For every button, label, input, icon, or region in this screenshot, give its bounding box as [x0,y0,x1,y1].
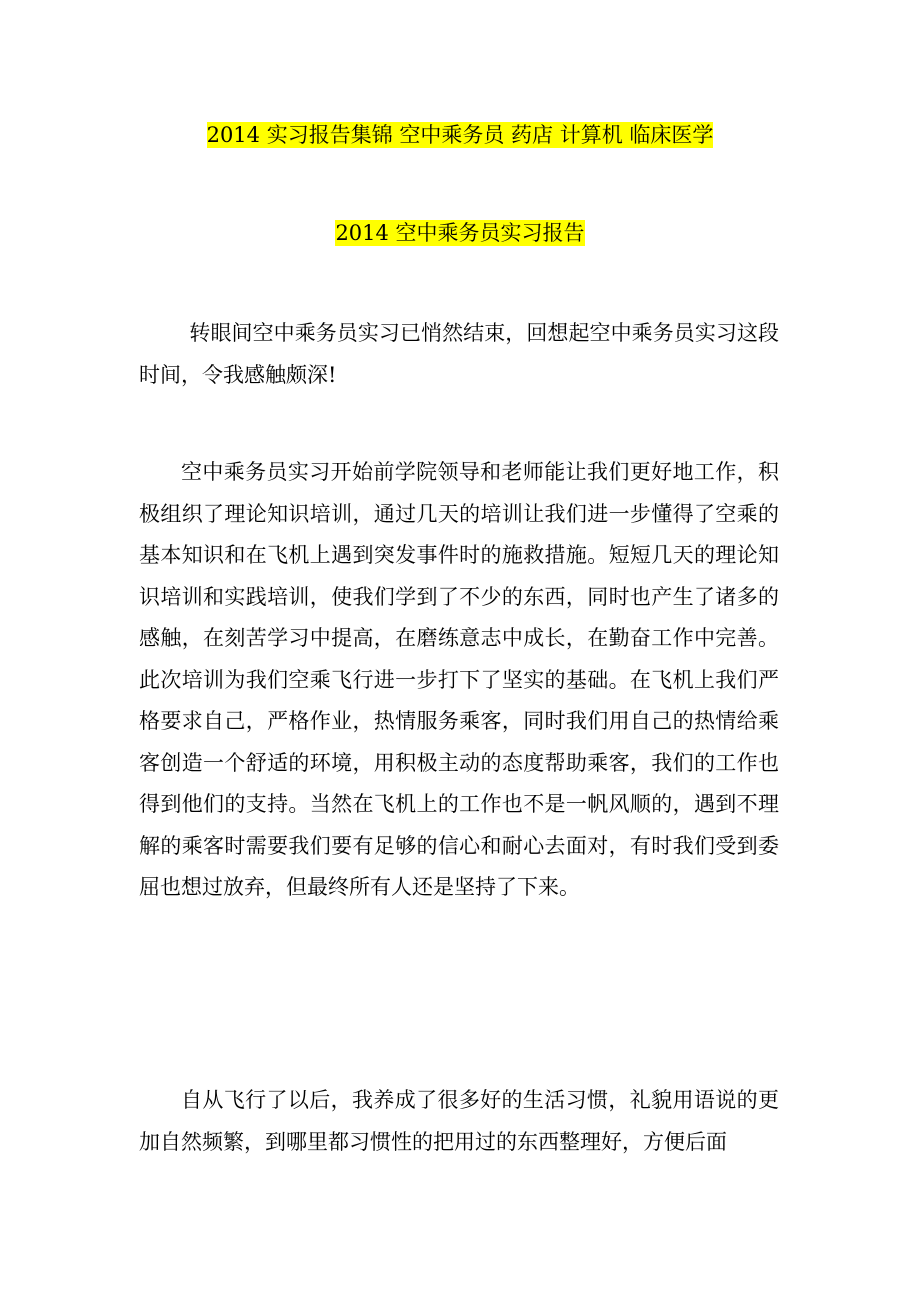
paragraph-intro: 转眼间空中乘务员实习已悄然结束，回想起空中乘务员实习这段时间，令我感触颇深! [139,321,779,387]
document-title [0,120,920,150]
document-subtitle [0,218,920,248]
paragraph-habits: 自从飞行了以后，我养成了很多好的生活习惯，礼貌用语说的更加自然频繁，到哪里都习惯性的把用过的东西整理好，方便后面 [139,1088,779,1154]
paragraph-training: 空中乘务员实习开始前学院领导和老师能让我们更好地工作，积极组织了理论知识培训，通过几天的培训让我们进一步懂得了空乘的基本知识和在飞机上遇到突发事件时的施救措施。短短几天的理论知识培训和实践培训，使我们学到了不少的东西，同时也产生了诸多的感触，在刻苦学习中提高，在磨练意志中成长，在勤奋工作中完善。此次培训为我们空乘飞行进一步打下了坚实的基础。在飞机上我们严格要求自己，严格作业，热情服务乘客，同时我们用自己的热情给乘客创造一个舒适的环境，用积极主动的态度帮助乘客，我们的工作也得到他们的支持。当然在飞机上的工作也不是一帆风顺的，遇到不理解的乘客时需要我们要有足够的信心和耐心去面对，有时我们受到委屈也想过放弃，但最终所有人还是坚持了下来。 [139,460,779,899]
document-title-text: 2014 实习报告集锦 空中乘务员 药店 计算机 临床医学 [206,123,714,147]
document-subtitle-text: 2014 空中乘务员实习报告 [335,221,585,245]
